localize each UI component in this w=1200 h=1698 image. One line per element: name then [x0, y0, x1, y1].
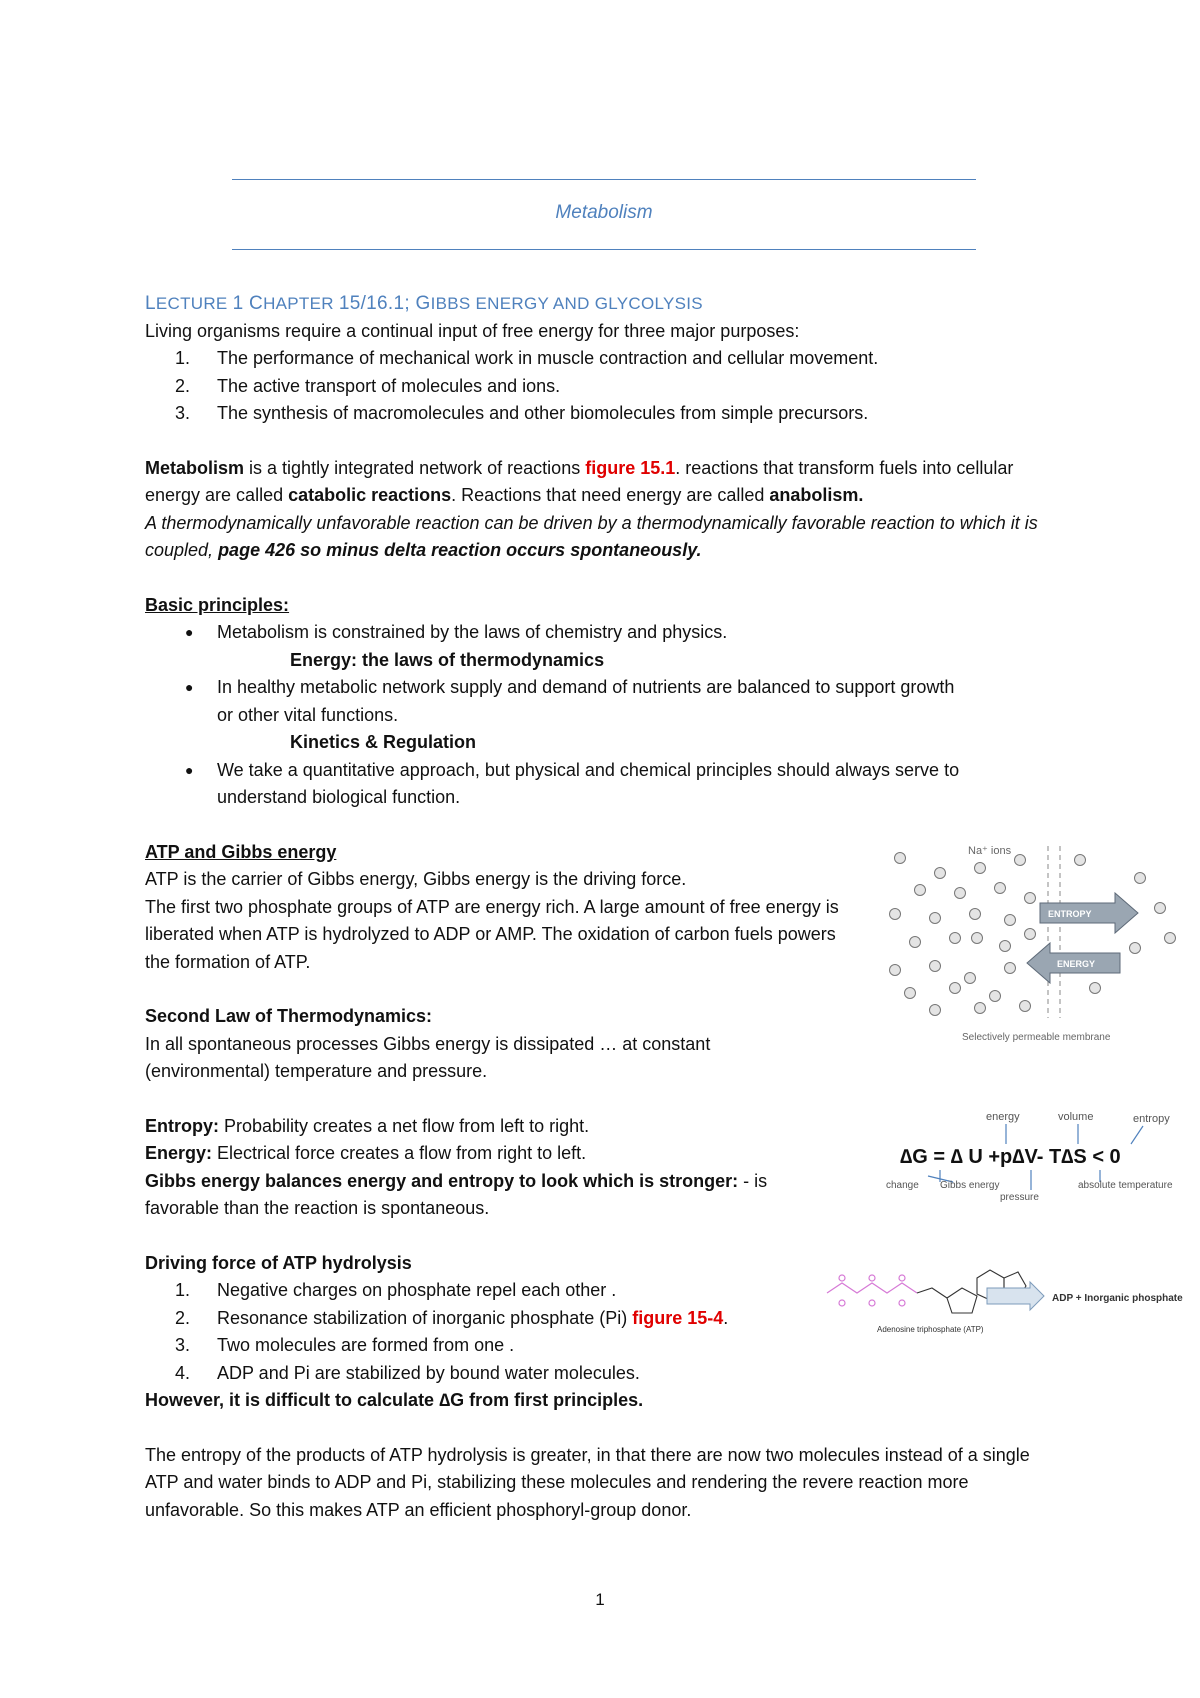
entropy-line: Entropy: Probability creates a net flow from left to right.	[145, 1115, 590, 1136]
purposes-list	[145, 345, 1075, 428]
gibbs-equation: ∆G = ∆ U +p∆V- T∆S < 0	[900, 1146, 1121, 1168]
principle-subheading: Energy: the laws of thermodynamics	[290, 649, 605, 670]
driving-force-heading: Driving force of ATP hydrolysis	[145, 1252, 412, 1273]
atp-hydrolysis-figure	[822, 1258, 1192, 1338]
gibbs-equation-figure	[878, 1108, 1188, 1208]
energy-line: Energy: Electrical force creates a flow from right to left.	[145, 1143, 587, 1163]
list-item: ● Metabolism is constrained by the laws of chemistry and physics.	[185, 622, 728, 642]
document-title: Metabolism	[555, 202, 653, 223]
list-item: ● In healthy metabolic network supply and demand of nutrients are balanced to support growth or other vital functions.	[185, 677, 955, 725]
page-number: 1	[595, 1590, 605, 1609]
header-rule-bottom	[232, 249, 976, 250]
principle-subheading: Kinetics & Regulation	[290, 732, 477, 752]
svg-text:ENTROPY: ENTROPY	[1048, 909, 1092, 919]
ion-circles	[890, 853, 1176, 1016]
principles-list	[145, 619, 1075, 812]
figure-reference: figure 15-4	[632, 1307, 724, 1328]
atp-heading: ATP and Gibbs energy	[145, 841, 337, 862]
ions-label: Na⁺ ions	[968, 845, 1012, 857]
reaction-arrow	[987, 1282, 1044, 1310]
second-law-heading: Second Law of Thermodynamics:	[145, 1006, 433, 1026]
list-item: 2. The active transport of molecules and ions.	[175, 375, 561, 396]
svg-text:pressure: pressure	[1000, 1192, 1039, 1203]
svg-text:Adenosine triphosphate (ATP): Adenosine triphosphate (ATP)	[877, 1325, 984, 1334]
svg-text:Gibbs energy: Gibbs energy	[940, 1180, 1000, 1191]
svg-text:energy: energy	[986, 1111, 1020, 1123]
membrane-diagram	[880, 838, 1180, 1048]
svg-text:entropy: entropy	[1133, 1113, 1170, 1125]
lecture-heading: LECTURE 1 CHAPTER 15/16.1; GIBBS ENERGY AND GLYCOLYSIS	[145, 293, 703, 314]
svg-text:ENERGY: ENERGY	[1057, 959, 1096, 969]
membrane-caption: Selectively permeable membrane	[962, 1032, 1111, 1043]
list-item: 4. ADP and Pi are stabilized by bound water molecules.	[175, 1362, 640, 1383]
list-item: 3. The synthesis of macromolecules and other biomolecules from simple precursors.	[175, 403, 869, 423]
svg-text:volume: volume	[1058, 1111, 1094, 1123]
svg-text:absolute temperature: absolute temperature	[1078, 1180, 1173, 1191]
phosphate-chain	[827, 1275, 917, 1306]
list-item: 3. Two molecules are formed from one .	[175, 1335, 515, 1355]
gibbs-line: Gibbs energy balances energy and entropy to look which is stronger: - is favorable than the reaction is spontaneous.	[145, 1170, 768, 1218]
list-item: ● We take a quantitative approach, but physical and chemical principles should always serve to understand biological function.	[185, 759, 960, 807]
list-item: 1. Negative charges on phosphate repel each other .	[175, 1280, 617, 1300]
svg-text:change: change	[886, 1180, 919, 1191]
list-item: 1. The performance of mechanical work in muscle contraction and cellular movement.	[175, 348, 879, 368]
basic-principles-heading: Basic principles:	[145, 594, 290, 615]
closing-paragraph: The entropy of the products of ATP hydrolysis is greater, in that there are now two molecules instead of a single ATP and water binds to ADP and Pi, stabilizing these molecules and rendering the revere reaction more unfavorable. So this makes ATP an efficient phosphoryl-group donor.	[145, 1444, 1030, 1520]
figure-reference: figure 15.1	[585, 457, 676, 478]
products-label: ADP + Inorganic phosphate	[1052, 1293, 1183, 1304]
driving-force-conclusion: However, it is difficult to calculate ∆G from first principles.	[145, 1390, 644, 1410]
intro-text: Living organisms require a continual input of free energy for three major purposes:	[145, 320, 800, 341]
list-item: 2. Resonance stabilization of inorganic phosphate (Pi) figure 15-4.	[175, 1307, 729, 1328]
header-rule-top	[232, 179, 976, 180]
atp-section: ATP and Gibbs energy ATP is the carrier of Gibbs energy, Gibbs energy is the driving force. The first two phosphate groups of ATP are energy rich. A large amount of free energy is liberated when ATP is hydrolyzed to ADP or AMP. The oxidation of carbon fuels powers the formation of ATP. Second Law of Thermodynamics: In all spontaneous processes Gibbs energy is dissipated … at constant (environmental) temperature and pressure. Entropy: Probability creates a net flow from left to right. Energy: Electrical force creates a flow from right to left. Gibbs energy balances energy and entropy to look which is stronger: - is favorable than the reaction is spontaneous.	[145, 839, 865, 1223]
metabolism-paragraph: Metabolism is a tightly integrated network of reactions figure 15.1. reactions that transform fuels into cellular energy are called catabolic reactions. Reactions that need energy are called anabolism. A thermodynamically unfavorable reaction can be driven by a thermodynamically favorable reaction to which it is coupled, page 426 so minus delta reaction occurs spontaneously.	[145, 457, 1038, 560]
